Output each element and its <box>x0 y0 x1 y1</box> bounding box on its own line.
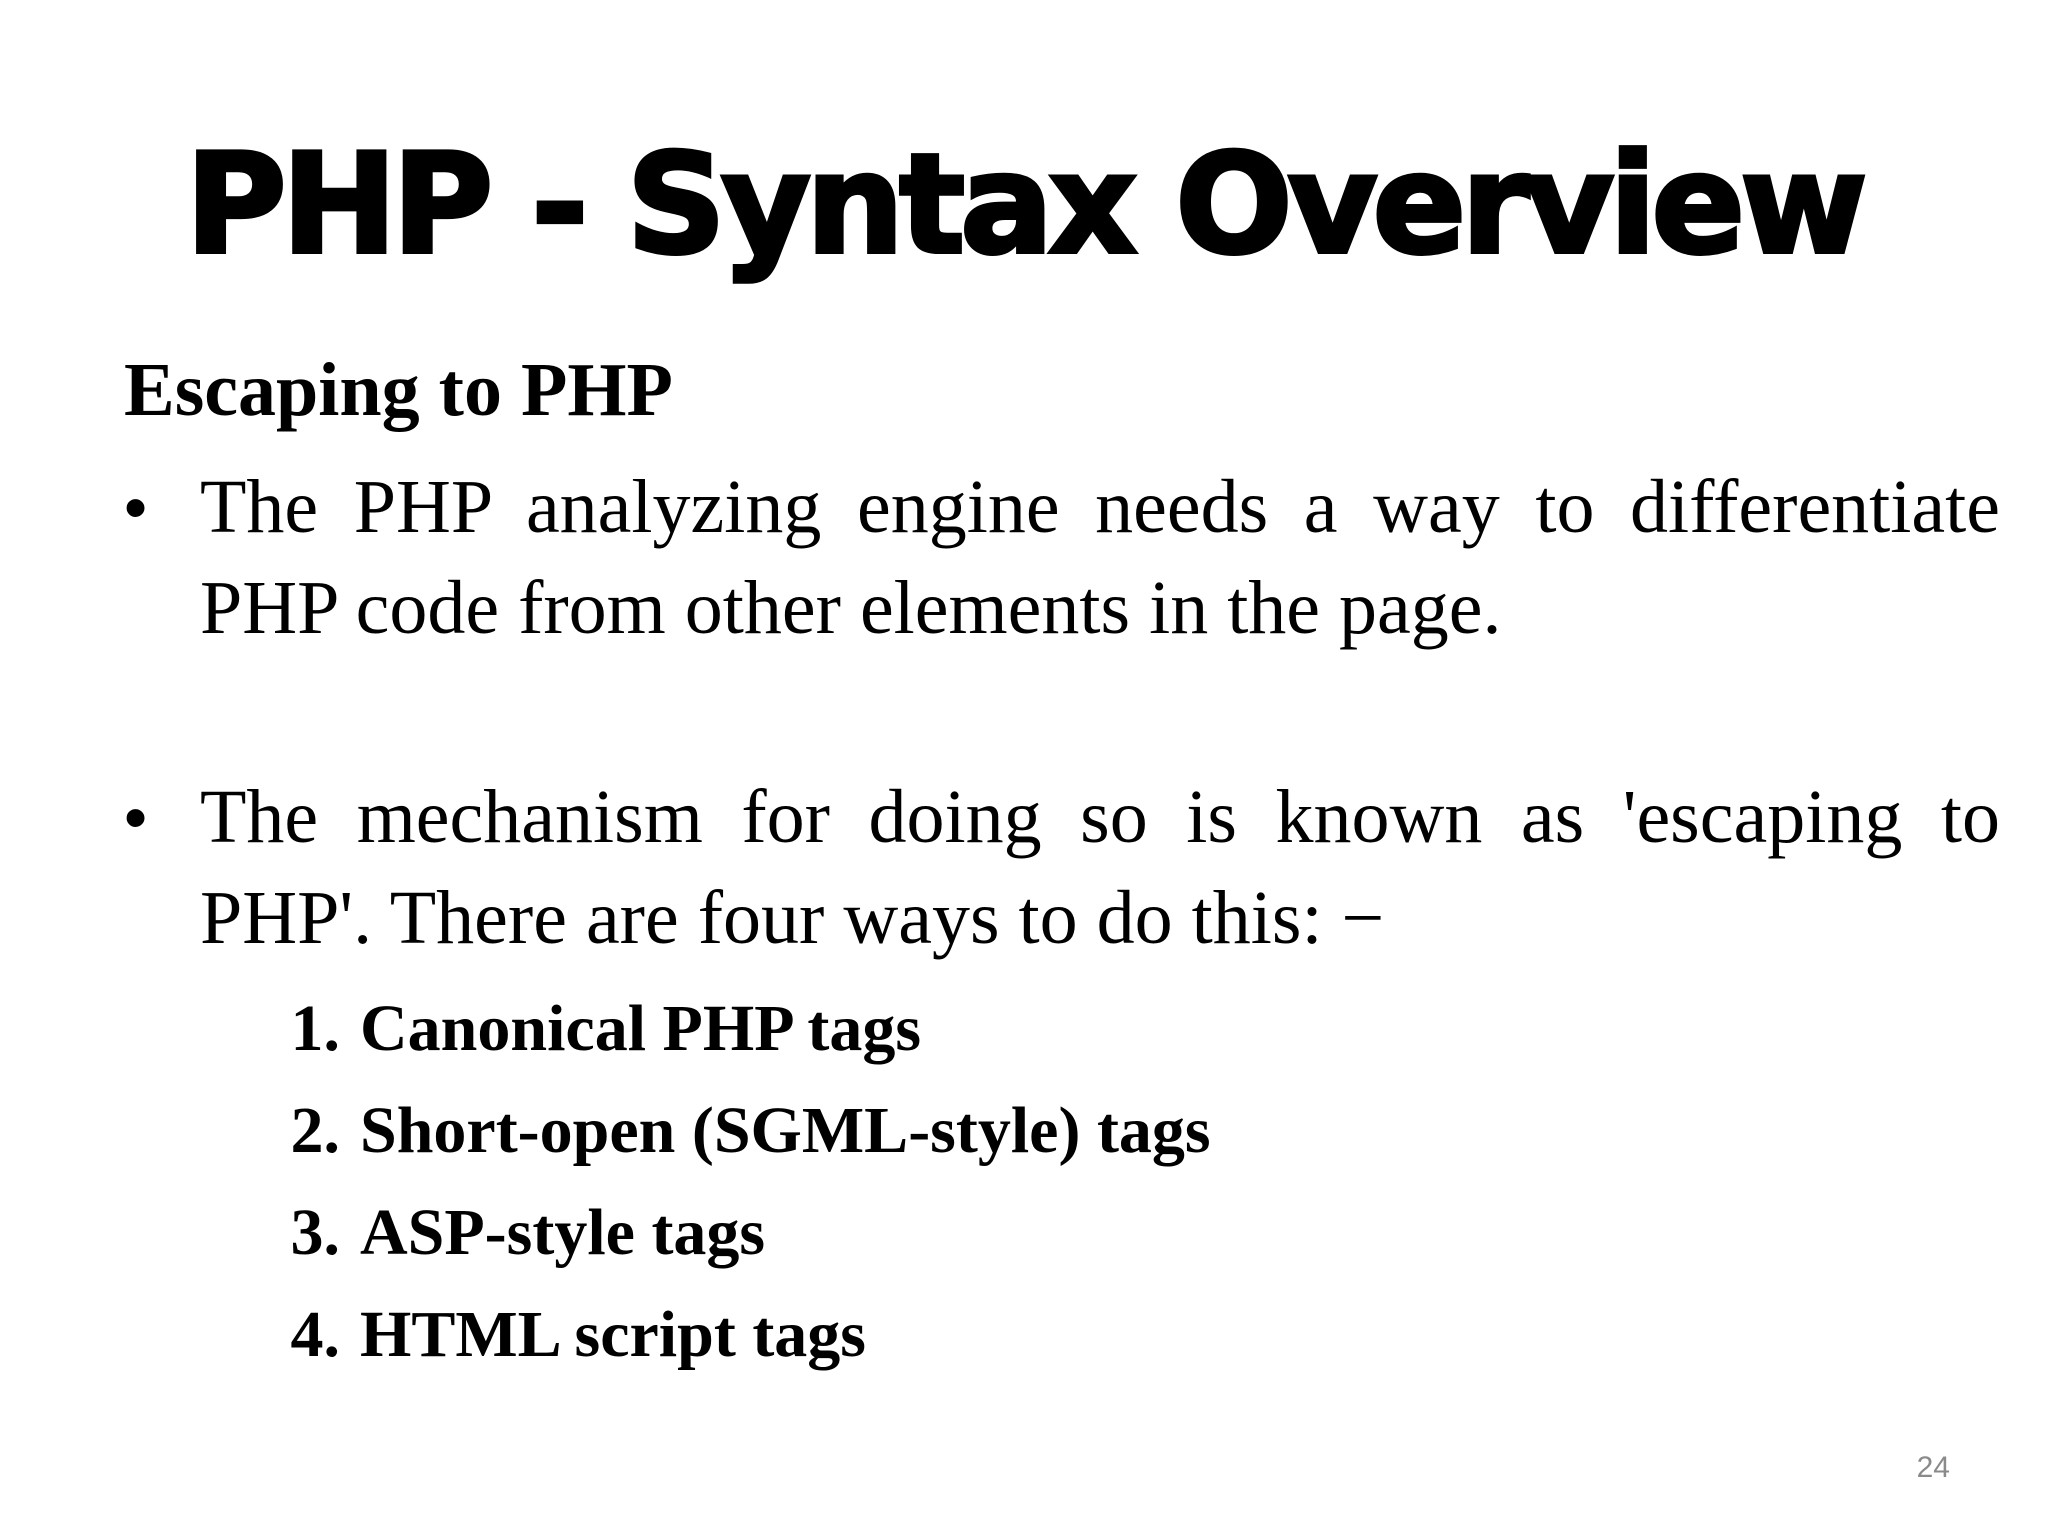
list-item <box>220 1080 1211 1182</box>
bullet-item <box>124 457 2000 659</box>
bullet-text: The mechanism for doing so is known as 'escaping to PHP'. There are four ways to do this: − <box>200 775 2000 960</box>
slide-title: PHP - Syntax Overview <box>185 124 1863 285</box>
bullet-marker: • <box>124 780 148 854</box>
bullet-marker: • <box>124 470 148 544</box>
list-item-number: 2. <box>290 1094 340 1167</box>
list-item-label: Canonical PHP tags <box>360 992 922 1065</box>
list-item-number: 1. <box>290 992 340 1065</box>
list-item-label: HTML script tags <box>360 1298 866 1371</box>
numbered-list <box>220 978 1211 1386</box>
list-item <box>220 1284 1211 1386</box>
list-item-number: 4. <box>290 1298 340 1371</box>
slide-page-number: 24 <box>1916 1451 1950 1484</box>
list-item-number: 3. <box>290 1196 340 1269</box>
section-heading: Escaping to PHP <box>124 348 673 432</box>
list-item-label: ASP-style tags <box>360 1196 766 1269</box>
bullet-text: The PHP analyzing engine needs a way to differentiate PHP code from other elements in the page. <box>200 465 2000 650</box>
list-item-label: Short-open (SGML-style) tags <box>360 1094 1211 1167</box>
bullet-item <box>124 767 2000 969</box>
list-item <box>220 978 1211 1080</box>
list-item <box>220 1182 1211 1284</box>
